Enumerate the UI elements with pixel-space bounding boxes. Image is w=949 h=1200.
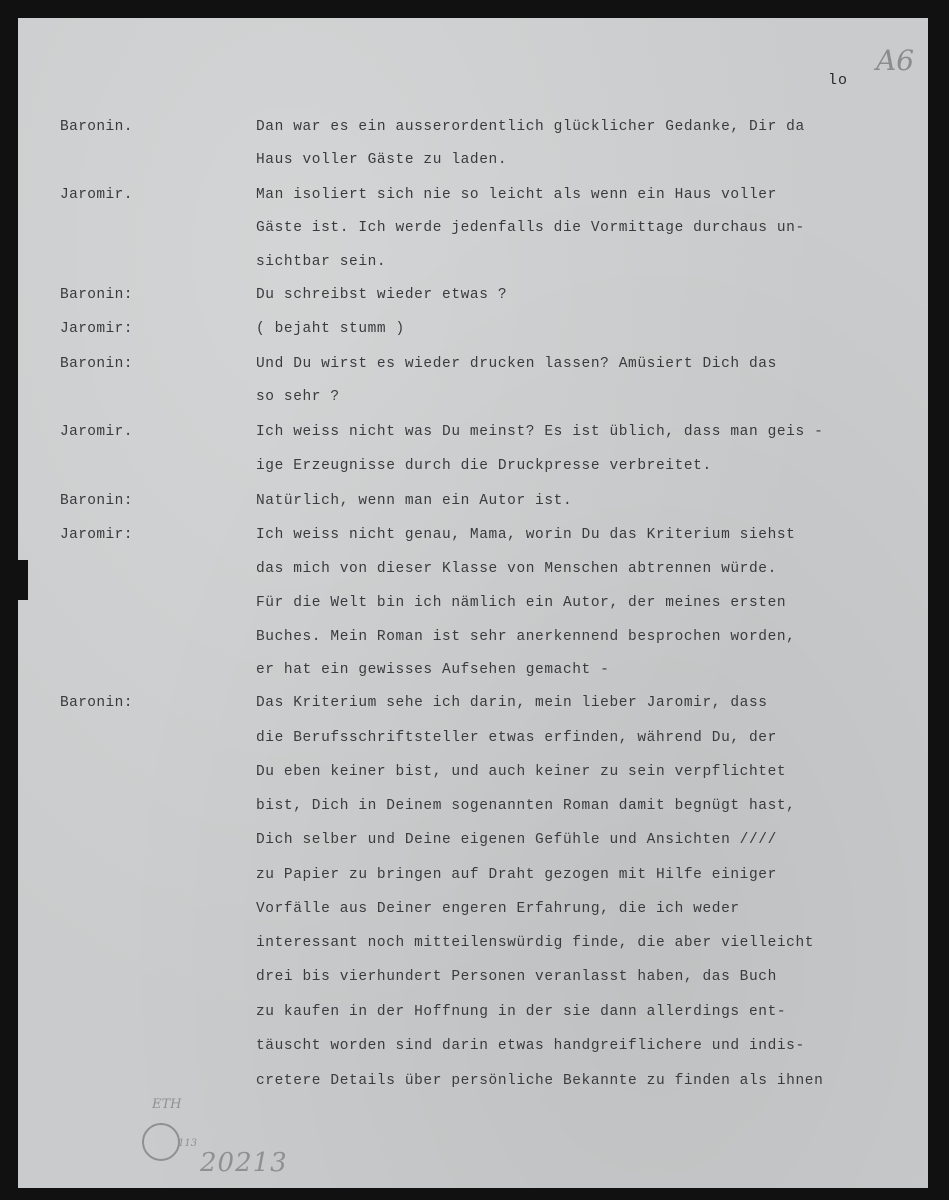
speaker-name: Baronin: [60,493,133,509]
dialogue-line: Man isoliert sich nie so leicht als wenn ein Haus voller [256,187,777,203]
dialogue-line: Haus voller Gäste zu laden. [256,152,508,168]
dialogue-line: Gäste ist. Ich werde jedenfalls die Vormittage durchaus un- [256,220,805,236]
page-number: lo [828,72,849,89]
speaker-name: Baronin: [60,695,133,711]
dialogue-line: bist, Dich in Deinem sogenannten Roman damit begnügt hast, [256,798,796,814]
dialogue-line: Dan war es ein ausserordentlich glücklicher Gedanke, Dir da [256,119,805,135]
dialogue-line: das mich von dieser Klasse von Menschen abtrennen würde. [256,561,777,577]
dialogue-line: Das Kriterium sehe ich darin, mein lieber Jaromir, dass [256,695,768,711]
dialogue-line: die Berufsschriftsteller etwas erfinden, während Du, der [256,730,777,746]
dialogue-line: er hat ein gewisses Aufsehen gemacht - [256,662,610,678]
dialogue-line: Und Du wirst es wieder drucken lassen? Amüsiert Dich das [256,356,777,372]
dialogue-line: so sehr ? [256,389,340,405]
dialogue-line: Natürlich, wenn man ein Autor ist. [256,493,573,509]
stamp-circle [142,1123,180,1161]
speaker-name: Jaromir. [60,424,133,440]
speaker-name: Baronin. [60,119,133,135]
dialogue-line: zu Papier zu bringen auf Draht gezogen mit Hilfe einiger [256,867,777,883]
speaker-name: Baronin: [60,356,133,372]
speaker-name: Jaromir: [60,527,133,543]
speaker-name: Baronin: [60,287,133,303]
speaker-name: Jaromir. [60,187,133,203]
dialogue-line: Ich weiss nicht was Du meinst? Es ist üblich, dass man geis - [256,424,824,440]
stamp-code: 113 [178,1138,198,1149]
archive-mark: A6 [876,44,915,77]
dialogue-line: Vorfälle aus Deiner engeren Erfahrung, die ich weder [256,901,740,917]
dialogue-line: Ich weiss nicht genau, Mama, worin Du das Kriterium siehst [256,527,796,543]
archive-number: 20213 [200,1148,288,1178]
dialogue-line: Du schreibst wieder etwas ? [256,287,508,303]
torn-edge [18,560,28,600]
dialogue-line: zu kaufen in der Hoffnung in der sie dann allerdings ent- [256,1004,787,1020]
dialogue-line: ( bejaht stumm ) [256,321,405,337]
dialogue-line: cretere Details über persönliche Bekannte zu finden als ihnen [256,1073,824,1089]
dialogue-line: Du eben keiner bist, und auch keiner zu sein verpflichtet [256,764,787,780]
dialogue-line: sichtbar sein. [256,254,387,270]
dialogue-line: Dich selber und Deine eigenen Gefühle und Ansichten //// [256,832,777,848]
dialogue-line: täuscht worden sind darin etwas handgreiflichere und indis- [256,1038,805,1054]
speaker-name: Jaromir: [60,321,133,337]
dialogue-line: ige Erzeugnisse durch die Druckpresse verbreitet. [256,458,712,474]
dialogue-line: Buches. Mein Roman ist sehr anerkennend besprochen worden, [256,629,796,645]
dialogue-line: drei bis vierhundert Personen veranlasst haben, das Buch [256,969,777,985]
stamp-label: ETH [152,1097,182,1112]
dialogue-line: interessant noch mitteilenswürdig finde, die aber vielleicht [256,935,815,951]
dialogue-line: Für die Welt bin ich nämlich ein Autor, der meines ersten [256,595,787,611]
